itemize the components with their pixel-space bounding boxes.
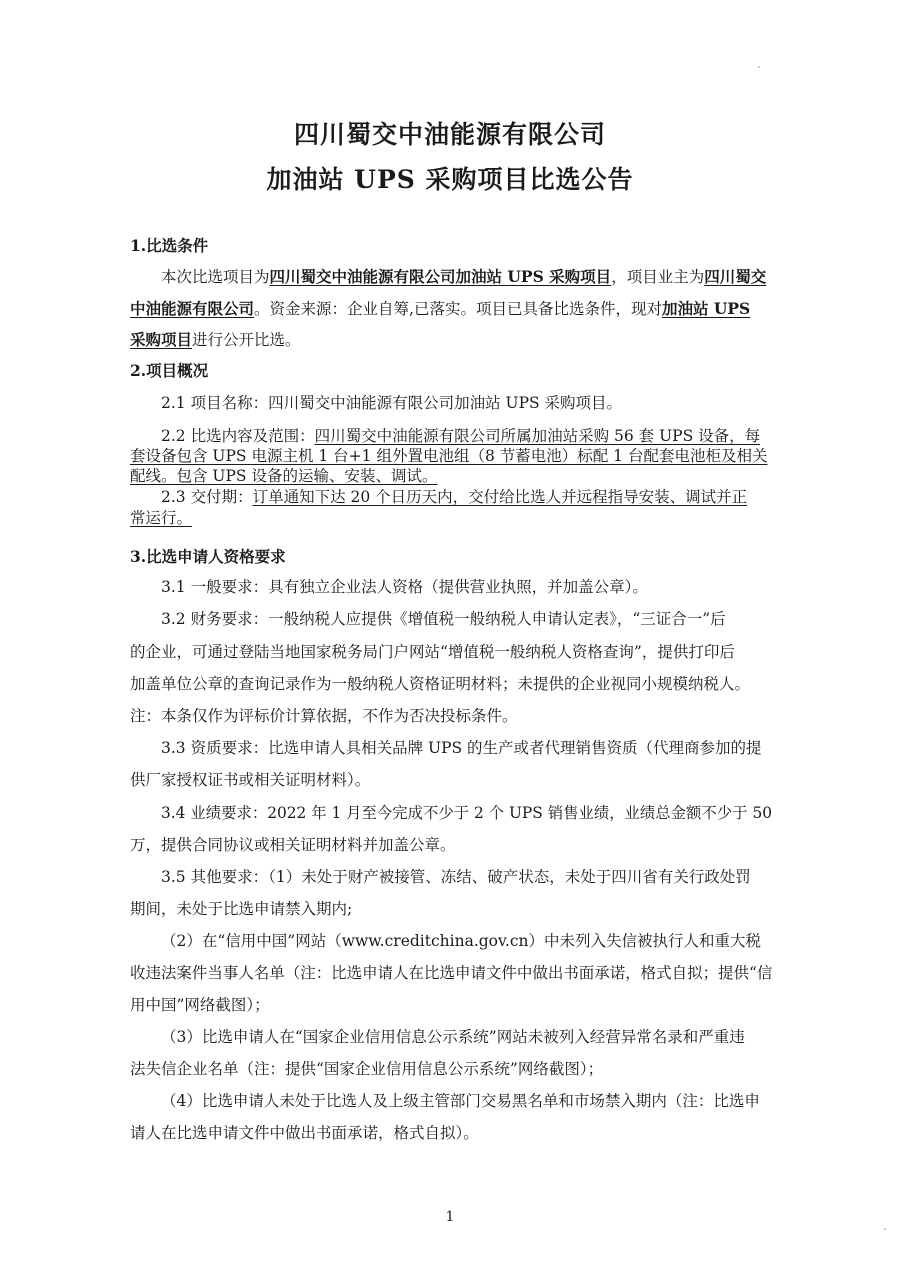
s3-item-3-5-2-line-1: （2）在“信用中国”网站（www.creditchina.gov.cn）中未列入失信被执行人和重大税 bbox=[161, 932, 762, 950]
section-1-heading: 1.比选条件 bbox=[130, 236, 209, 255]
s3-item-3-5-4-line-2: 请人在比选申请文件中做出书面承诺，格式自拟）。 bbox=[130, 1124, 479, 1142]
s3-item-3-5-3-line-2: 法失信企业名单（注：提供“国家企业信用信息公示系统”网络截图）； bbox=[130, 1060, 604, 1078]
section-2-heading: 2.项目概况 bbox=[130, 361, 209, 380]
s2-item-2-3-line-2: 常运行。 bbox=[130, 509, 193, 527]
s2-item-2-2-line-3: 配线。包含 UPS 设备的运输、安装、调试。 bbox=[130, 467, 438, 485]
s3-item-3-5-3-line-1: （3）比选申请人在“国家企业信用信息公示系统”网站未被列入经营异常名录和严重违 bbox=[161, 1028, 745, 1046]
scan-speck bbox=[884, 1228, 886, 1230]
s1-line-1: 本次比选项目为四川蜀交中油能源有限公司加油站 UPS 采购项目，项目业主为四川蜀交 bbox=[161, 267, 767, 286]
page-number: 1 bbox=[445, 1209, 455, 1225]
doc-title-company: 四川蜀交中油能源有限公司 bbox=[293, 120, 606, 149]
s3-item-3-2-line-2: 的企业，可通过登陆当地国家税务局门户网站“增值税一般纳税人资格查询”，提供打印后 bbox=[130, 643, 735, 661]
s3-item-3-3-line-2: 供厂家授权证书或相关证明材料）。 bbox=[130, 771, 371, 789]
scan-speck bbox=[758, 66, 760, 68]
s3-item-3-5-line-1: 3.5 其他要求：（1）未处于财产被接管、冻结、破产状态，未处于四川省有关行政处罚 bbox=[161, 868, 751, 886]
s3-item-3-4-line-2: 万，提供合同协议或相关证明材料并加盖公章。 bbox=[130, 836, 456, 854]
s2-item-2-3-line-1: 2.3 交付期：订单通知下达 20 个日历天内，交付给比选人并远程指导安装、调试并正 bbox=[161, 488, 748, 506]
s3-item-3-5-4-line-1: （4）比选申请人未处于比选人及上级主管部门交易黑名单和市场禁入期内（注：比选申 bbox=[161, 1092, 760, 1110]
s3-item-3-2-line-1: 3.2 财务要求：一般纳税人应提供《增值税一般纳税人申请认定表》，“三证合一”后 bbox=[161, 610, 726, 628]
s3-item-3-5-2-line-2: 收违法案件当事人名单（注：比选申请人在比选申请文件中做出书面承诺，格式自拟；提供“信 bbox=[130, 964, 773, 982]
s2-item-2-2-line-2: 套设备包含 UPS 电源主机 1 台+1 组外置电池组（8 节蓄电池）标配 1 台配套电池柜及相关 bbox=[130, 447, 768, 465]
section-3-heading: 3.比选申请人资格要求 bbox=[130, 547, 286, 566]
s2-item-2-2-line-1: 2.2 比选内容及范围：四川蜀交中油能源有限公司所属加油站采购 56 套 UPS 设备，每 bbox=[161, 427, 761, 445]
s3-item-3-5-line-2: 期间，未处于比选申请禁入期内; bbox=[130, 900, 353, 918]
s3-item-3-5-2-line-3: 用中国”网络截图）； bbox=[130, 996, 270, 1014]
s3-item-3-2-line-3: 加盖单位公章的查询记录作为一般纳税人资格证明材料；未提供的企业视同小规模纳税人。 bbox=[130, 675, 751, 693]
doc-title-project: 加油站 UPS 采购项目比选公告 bbox=[266, 165, 634, 194]
s2-item-2-1: 2.1 项目名称：四川蜀交中油能源有限公司加油站 UPS 采购项目。 bbox=[161, 394, 623, 412]
s3-item-3-4-line-1: 3.4 业绩要求：2022 年 1 月至今完成不少于 2 个 UPS 销售业绩，业绩总金额不少于 50 bbox=[161, 804, 773, 822]
s3-item-3-1: 3.1 一般要求：具有独立企业法人资格（提供营业执照，并加盖公章）。 bbox=[161, 578, 648, 596]
s1-line-2: 中油能源有限公司。资金来源：企业自筹,已落实。项目已具备比选条件，现对加油站 UPS bbox=[130, 299, 751, 318]
s1-line-3: 采购项目进行公开比选。 bbox=[130, 330, 301, 349]
s3-item-3-3-line-1: 3.3 资质要求：比选申请人具相关品牌 UPS 的生产或者代理销售资质（代理商参加的提 bbox=[161, 739, 762, 757]
s3-item-3-2-line-4: 注：本条仅作为评标价计算依据，不作为否决投标条件。 bbox=[130, 707, 518, 725]
